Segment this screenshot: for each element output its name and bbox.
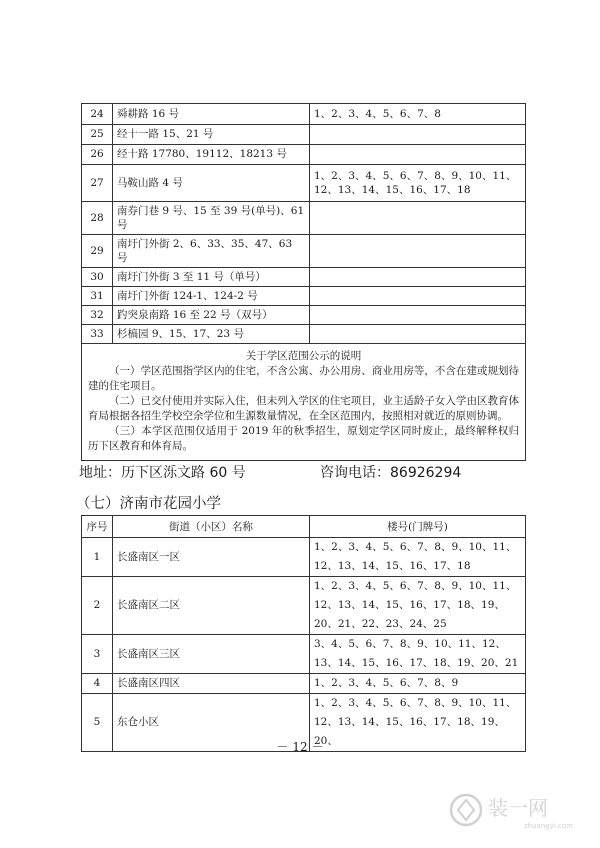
school-district-table-continued [81, 103, 526, 461]
notes-paragraph-2: （二）已交付使用并实际入住，但未列入学区的住宅项目，业主适龄子女入学由区教育体育局根据各招生学校空余学位和生源数量情况，在全区范围内，按照相对就近的原则协调。 [88, 395, 519, 422]
row-number: 3 [82, 635, 113, 674]
table-row [82, 674, 526, 694]
building-numbers: 1、2、3、4、5、6、7、8 [310, 104, 526, 125]
table-row [82, 125, 526, 145]
building-numbers: 3、4、5、6、7、8、9、10、11、12、13、14、15、16、17、18、19、20、21 [310, 635, 526, 674]
row-number: 32 [82, 306, 113, 325]
row-number: 25 [82, 125, 113, 145]
table-header-row [82, 516, 526, 538]
table-row [82, 577, 526, 635]
building-numbers: 1、2、3、4、5、6、7、8、9 [310, 674, 526, 694]
table-row [82, 235, 526, 268]
street-name: 经十一路 15、21 号 [113, 125, 310, 145]
table-row [82, 306, 526, 325]
table-row [82, 325, 526, 344]
building-numbers [310, 268, 526, 287]
table-row [82, 145, 526, 165]
header-street: 街道（小区）名称 [113, 516, 310, 538]
row-number: 24 [82, 104, 113, 125]
table-row [82, 202, 526, 235]
row-number: 33 [82, 325, 113, 344]
phone-text: 咨询电话：86926294 [320, 465, 462, 481]
row-number: 28 [82, 202, 113, 235]
building-numbers: 1、2、3、4、5、6、7、8、9、10、11、12、13、14、15、16、17、18 [310, 165, 526, 202]
building-numbers [310, 125, 526, 145]
street-name: 经十路 17780、19112、18213 号 [113, 145, 310, 165]
address-text: 地址：历下区泺文路 60 号 [79, 465, 246, 481]
notes-paragraph-3: （三）本学区范围仅适用于 2019 年的秋季招生，原划定学区同时废止，最终解释权归历下区教育和体育局。 [88, 425, 519, 452]
notes-title: 关于学区范围公示的说明 [245, 350, 362, 362]
table-row [82, 268, 526, 287]
street-name: 南圩门外街 2、6、33、35、47、63 号 [113, 235, 310, 268]
street-name: 趵突泉南路 16 至 22 号（双号） [113, 306, 310, 325]
street-name: 杉槁园 9、15、17、23 号 [113, 325, 310, 344]
watermark-text: 装一网 [488, 796, 548, 820]
row-number: 2 [82, 577, 113, 635]
school-district-table [81, 515, 526, 752]
watermark-subtext: zhuangyi.com [524, 822, 573, 830]
building-numbers [310, 235, 526, 268]
notes-row [82, 344, 526, 461]
street-name: 马鞍山路 4 号 [113, 165, 310, 202]
header-number: 序号 [82, 516, 113, 538]
row-number: 31 [82, 287, 113, 306]
page-number: － 12 － [276, 740, 324, 754]
street-name: 南圩门外街 124-1、124-2 号 [113, 287, 310, 306]
table-row [82, 104, 526, 125]
watermark-logo [446, 788, 586, 832]
building-numbers [310, 306, 526, 325]
street-name: 南券门巷 9 号、15 至 39 号(单号)、61 号 [113, 202, 310, 235]
notes-paragraph-1: （一）学区范围指学区内的住宅，不含公寓、办公用房、商业用房等，不含在建或规划待建的住宅项目。 [88, 365, 519, 392]
table-row [82, 165, 526, 202]
table-row [82, 287, 526, 306]
table-row [82, 538, 526, 577]
building-numbers: 1、2、3、4、5、6、7、8、9、10、11、12、13、14、15、16、17、18 [310, 538, 526, 577]
row-number: 5 [82, 694, 113, 752]
building-numbers: 1、2、3、4、5、6、7、8、9、10、11、12、13、14、15、16、17、18、19、20、 [310, 694, 526, 752]
street-name: 长盛南区二区 [113, 577, 310, 635]
notes-cell [82, 344, 526, 461]
street-name: 东仓小区 [113, 694, 310, 752]
street-name: 长盛南区四区 [113, 674, 310, 694]
street-name: 南圩门外街 3 至 11 号（单号） [113, 268, 310, 287]
row-number: 1 [82, 538, 113, 577]
table-row [82, 635, 526, 674]
building-numbers [310, 287, 526, 306]
street-name: 舜耕路 16 号 [113, 104, 310, 125]
row-number: 27 [82, 165, 113, 202]
row-number: 29 [82, 235, 113, 268]
building-numbers [310, 202, 526, 235]
building-numbers: 1、2、3、4、5、6、7、8、9、10、11、12、13、14、15、16、17、18、19、20、21、22、23、24、25 [310, 577, 526, 635]
row-number: 30 [82, 268, 113, 287]
row-number: 26 [82, 145, 113, 165]
building-numbers [310, 145, 526, 165]
street-name: 长盛南区三区 [113, 635, 310, 674]
section-title: （七）济南市花园小学 [76, 496, 221, 512]
building-numbers [310, 325, 526, 344]
header-buildings: 楼号(门牌号) [310, 516, 526, 538]
row-number: 4 [82, 674, 113, 694]
street-name: 长盛南区一区 [113, 538, 310, 577]
address-line [79, 462, 539, 482]
